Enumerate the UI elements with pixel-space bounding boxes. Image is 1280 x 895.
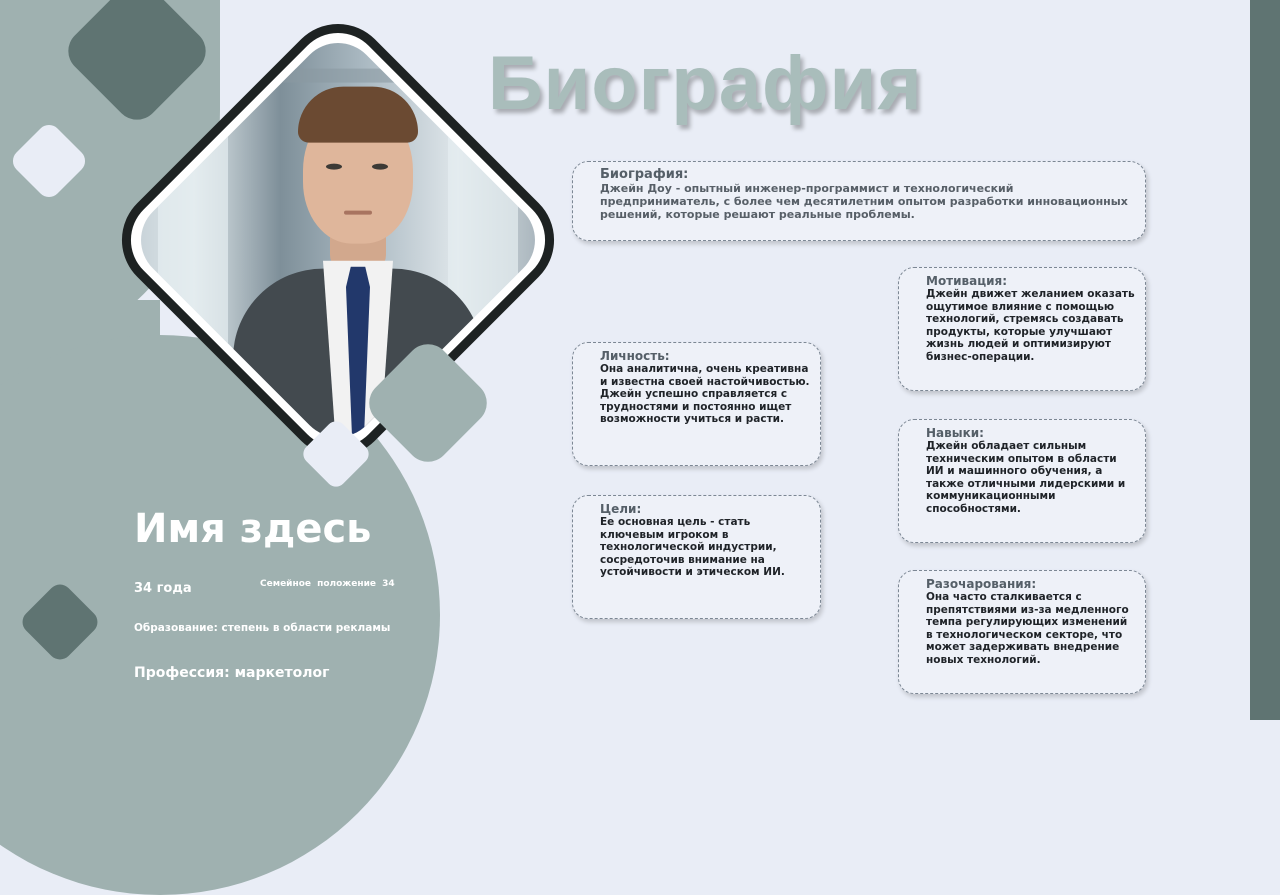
card-biography-title: Биография: [600, 167, 689, 182]
profile-family-status: Семейное положение 34 [260, 579, 395, 589]
card-personality-title: Личность: [600, 349, 670, 363]
card-goals-title: Цели: [600, 502, 642, 516]
card-personality-text: Она аналитична, очень креативна и известна своей настойчивостью. Джейн успешно справляется с трудностями и постоянно ищет возможности учиться и расти. [600, 363, 810, 425]
card-biography-text: Джейн Доу - опытный инженер-программист и технологический предприниматель, с более чем десятилетним опытом разработки инновационных решений, которые решают реальные проблемы. [600, 182, 1128, 221]
card-motivation-title: Мотивация: [926, 274, 1008, 288]
card-skills-title: Навыки: [926, 426, 984, 440]
card-skills-text: Джейн обладает сильным техническим опытом в области ИИ и машинного обучения, а также отличными лидерскими и коммуникационными способностями. [926, 440, 1126, 515]
card-biography [572, 161, 1146, 241]
profile-name: Имя здесь [134, 506, 372, 552]
card-personality [572, 342, 821, 466]
card-motivation [898, 267, 1146, 391]
profile-profession: Профессия: маркетолог [134, 665, 330, 681]
card-skills [898, 419, 1146, 543]
profile-education: Образование: степень в области рекламы [134, 622, 391, 634]
card-frustrations-title: Разочарования: [926, 577, 1037, 591]
card-frustrations [898, 570, 1146, 694]
card-motivation-text: Джейн движет желанием оказать ощутимое влияние с помощью технологий, стремясь создавать продукты, которые улучшают жизнь людей и оптимизируют бизнес-операции. [926, 288, 1135, 363]
card-frustrations-text: Она часто сталкивается с препятствиями из-за медленного темпа регулирующих изменений в технологическом секторе, что может задерживать внедрение новых технологий. [926, 591, 1129, 666]
page-title: Биография [488, 41, 923, 126]
card-goals [572, 495, 821, 619]
right-accent-bar [1250, 0, 1280, 720]
card-goals-text: Ее основная цель - стать ключевым игроком в технологической индустрии, сосредоточив внимание на устойчивости и этическом ИИ. [600, 516, 785, 578]
profile-age: 34 года [134, 581, 192, 596]
